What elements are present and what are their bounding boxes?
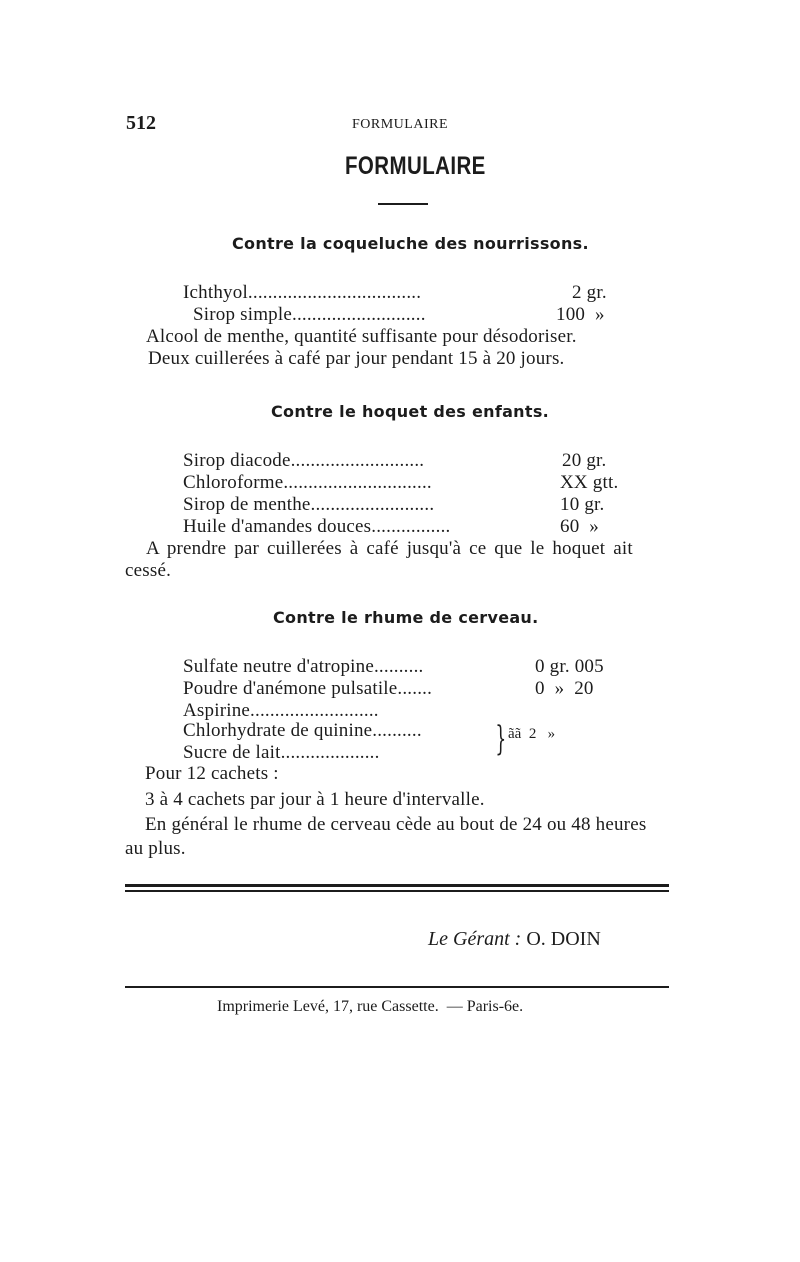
ingredient-qty: 10 gr. bbox=[560, 494, 605, 515]
leader-dots: .............................. bbox=[283, 472, 432, 493]
instruction-line: A prendre par cuillerées à café jusqu'à ce que le hoquet ait bbox=[146, 538, 633, 559]
curly-brace-icon: } bbox=[495, 719, 507, 759]
footer-rule bbox=[125, 986, 669, 988]
imprint: Imprimerie Levé, 17, rue Cassette. — Paris-6e. bbox=[217, 998, 524, 1015]
leader-dots: ........................... bbox=[290, 450, 425, 471]
leader-dots: ................ bbox=[371, 516, 451, 537]
ingredient-qty: 0 » 20 bbox=[535, 678, 594, 699]
main-title: FORMULAIRE bbox=[345, 152, 486, 180]
gerant-label: Le Gérant : bbox=[428, 928, 522, 950]
ingredient-name: Sucre de lait bbox=[183, 742, 281, 763]
instruction-line: Deux cuillerées à café par jour pendant 15 à 20 jours. bbox=[148, 348, 565, 369]
ingredient-qty: 100 » bbox=[556, 304, 605, 325]
ingredient-row bbox=[183, 700, 379, 722]
leader-dots: .......... bbox=[372, 720, 422, 741]
leader-dots: ....... bbox=[397, 678, 433, 699]
double-rule-bottom bbox=[125, 890, 669, 892]
ingredient-name: Sirop de menthe bbox=[183, 494, 311, 515]
leader-dots: ......................... bbox=[310, 494, 435, 515]
instruction-line: cessé. bbox=[125, 560, 172, 581]
double-rule-top bbox=[125, 884, 669, 887]
ingredient-qty: 2 gr. bbox=[572, 282, 607, 303]
section-heading-hoquet: Contre le hoquet des enfants. bbox=[271, 402, 550, 421]
ingredient-name: Sirop diacode bbox=[183, 450, 291, 471]
ingredient-qty: XX gtt. bbox=[560, 472, 619, 493]
leader-dots: ........................... bbox=[292, 304, 426, 325]
leader-dots: .......................... bbox=[250, 700, 379, 721]
ingredient-name: Sirop simple bbox=[193, 304, 292, 325]
ingredient-row bbox=[183, 450, 424, 472]
ingredient-row bbox=[183, 720, 422, 742]
ingredient-qty: 0 gr. 005 bbox=[535, 656, 604, 677]
instruction-line: Alcool de menthe, quantité suffisante pour désodoriser. bbox=[146, 326, 577, 347]
leader-dots: ................................... bbox=[247, 282, 422, 303]
leader-dots: .......... bbox=[373, 656, 424, 677]
gerant-line bbox=[428, 928, 601, 951]
leader-dots: .................... bbox=[280, 742, 380, 763]
ingredient-qty: 20 gr. bbox=[562, 450, 607, 471]
ingredient-row bbox=[183, 742, 380, 764]
ingredient-name: Ichthyol bbox=[183, 282, 248, 303]
section-heading-rhume: Contre le rhume de cerveau. bbox=[273, 608, 539, 627]
section-heading-coqueluche: Contre la coqueluche des nourrissons. bbox=[232, 234, 589, 253]
ingredient-name: Poudre d'anémone pulsatile bbox=[183, 678, 398, 699]
instruction-line: Pour 12 cachets : bbox=[145, 763, 279, 784]
instruction-line: au plus. bbox=[125, 838, 186, 859]
ingredient-row bbox=[183, 656, 423, 678]
ingredient-name: Chloroforme bbox=[183, 472, 284, 493]
ingredient-row bbox=[183, 472, 432, 494]
title-underline bbox=[378, 203, 428, 205]
page-number: 512 bbox=[126, 112, 156, 134]
ingredient-row bbox=[193, 304, 426, 326]
ingredient-name: Aspirine bbox=[183, 700, 251, 721]
ingredient-row bbox=[183, 282, 421, 304]
ingredient-row bbox=[183, 516, 450, 538]
ingredient-qty: 60 » bbox=[560, 516, 599, 537]
gerant-name: O. DOIN bbox=[526, 928, 601, 950]
ingredient-name: Sulfate neutre d'atropine bbox=[183, 656, 374, 677]
ingredient-name: Chlorhydrate de quinine bbox=[183, 720, 373, 741]
running-title: FORMULAIRE bbox=[352, 117, 449, 132]
ingredient-row bbox=[183, 678, 432, 700]
ingredient-row bbox=[183, 494, 434, 516]
instruction-line: 3 à 4 cachets par jour à 1 heure d'intervalle. bbox=[145, 789, 485, 810]
ingredient-name: Huile d'amandes douces bbox=[183, 516, 372, 537]
instruction-line: En général le rhume de cerveau cède au bout de 24 ou 48 heures bbox=[145, 814, 647, 835]
brace-quantity: ãã 2 » bbox=[508, 726, 556, 742]
